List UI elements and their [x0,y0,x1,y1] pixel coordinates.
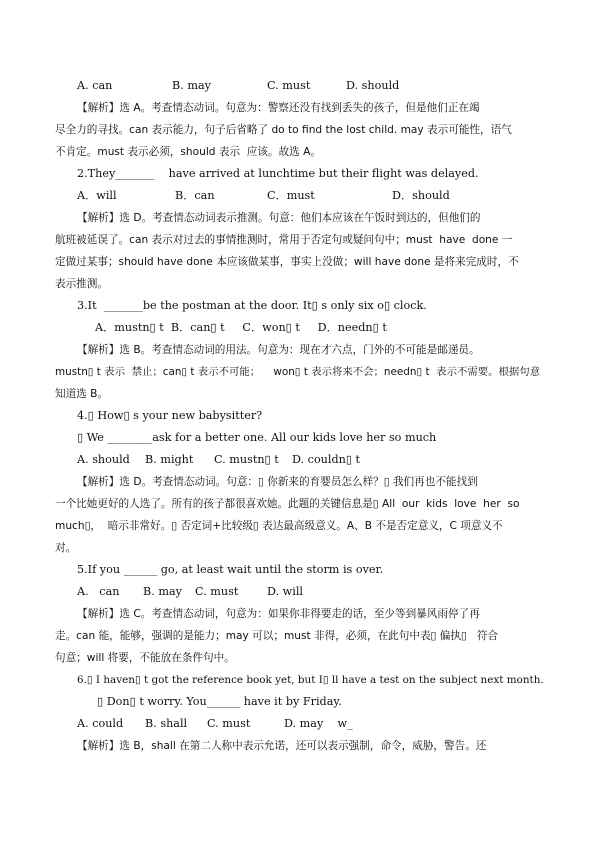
q2-option-c: C．must [267,189,315,202]
q5-option-c: C. must [195,585,239,598]
q1-analysis-line: 不肯定。must 表示必须，should 表示 应该。故选 A。 [55,146,321,158]
q2-analysis-line: 表示推测。 [55,278,108,290]
q4-analysis-line: much▯， 暗示非常好。▯ 否定词+比较级▯ 表达最高级意义。A、B 不是否定意义，C 项意义不 [55,520,503,532]
q3-analysis-line: 【解析】选 B。考查情态动词的用法。句意为：现在才六点，门外的不可能是邮递员。 [77,344,480,356]
q6-option-b: B. shall [145,717,188,730]
q4-analysis-line: 一个比她更好的人选了。所有的孩子都很喜欢她。此题的关键信息是▯ All our kids love her so [55,498,520,510]
q4-option-d: D. couldn▯ t [292,453,361,466]
q4-option-b: B. might [145,453,194,466]
q4-analysis-line: 【解析】选 D。考查情态动词。句意：▯ 你新来的育婴员怎么样？▯ 我们再也不能找到 [77,476,478,488]
q4-option-a: A. should [77,453,130,466]
q1-analysis-line: 【解析】选 A。考查情态动词。句意为：警察还没有找到丢失的孩子，但是他们正在竭 [77,102,480,114]
q5-analysis-line: 句意；will 将要，不能放在条件句中。 [55,652,235,664]
q1-option-d: D. should [346,79,400,92]
q5-option-d: D. will [267,585,303,598]
q2-analysis-line: 定做过某事；should have done 本应该做某事，事实上没做；will have done 是将来完成时，不 [55,256,519,268]
q5-option-b: B. may [143,585,182,598]
q3-options: A．mustn▯ t B．can▯ t C．won▯ t D．needn▯ t [95,321,387,334]
q2-option-a: A．will [77,189,117,202]
q6-option-a: A. could [77,717,124,730]
q1-option-b: B. may [172,79,211,92]
q2-option-b: B．can [175,189,215,202]
q2-analysis-line: 【解析】选 D。考查情态动词表示推测。句意：他们本应该在午饭时到达的，但他们的 [77,212,481,224]
q5-analysis-line: 【解析】选 C。考查情态动词，句意为：如果你非得要走的话，至少等到暴风雨停了再 [77,608,480,620]
q5-option-a: A. can [77,585,120,598]
q4-stem-line: ▯ We ________ask for a better one. All our kids love her so much [77,431,437,444]
q3-stem: 3.It _______be the postman at the door. It▯ s only six o▯ clock. [77,299,427,312]
q5-analysis-line: 走。can 能，能够，强调的是能力；may 可以；must 非得，必须，在此句中表▯ 偏执▯ 符合 [55,630,499,642]
q6-stem-line: 6.▯ I haven▯ t got the reference book yet, but I▯ ll have a test on the subject next month. [77,674,544,686]
q3-analysis-line: mustn▯ t 表示 禁止；can▯ t 表示不可能； won▯ t 表示将来不会；needn▯ t 表示不需要。根据句意 [55,366,541,378]
q6-option-c: C. must [207,717,251,730]
q5-stem: 5.If you ______ go, at least wait until the storm is over. [77,563,384,576]
q2-stem: 2.They_______ have arrived at lunchtime but their flight was delayed. [77,167,479,180]
q6-option-d: D. may w_ [284,717,353,730]
q1-option-c: C. must [267,79,311,92]
q3-analysis-line: 知道选 B。 [55,388,109,400]
q2-option-d: D．should [392,189,450,202]
q1-option-a: A. can [77,79,113,92]
q6-stem-line: ▯ Don▯ t worry. You______ have it by Friday. [97,695,342,708]
q1-analysis-line: 尽全力的寻找。can 表示能力，句子后省略了 do to find the lost child. may 表示可能性，语气 [55,124,512,136]
q6-analysis-line: 【解析】选 B，shall 在第二人称中表示允诺，还可以表示强制，命令，威胁，警告。还 [77,740,487,752]
q2-analysis-line: 航班被延误了。can 表示对过去的事情推测时，常用于否定句或疑问句中；must have done 一 [55,234,513,246]
q4-option-c: C. mustn▯ t [214,453,279,466]
q4-stem-line: 4.▯ How▯ s your new babysitter? [77,409,263,422]
q4-analysis-line: 对。 [55,542,77,554]
